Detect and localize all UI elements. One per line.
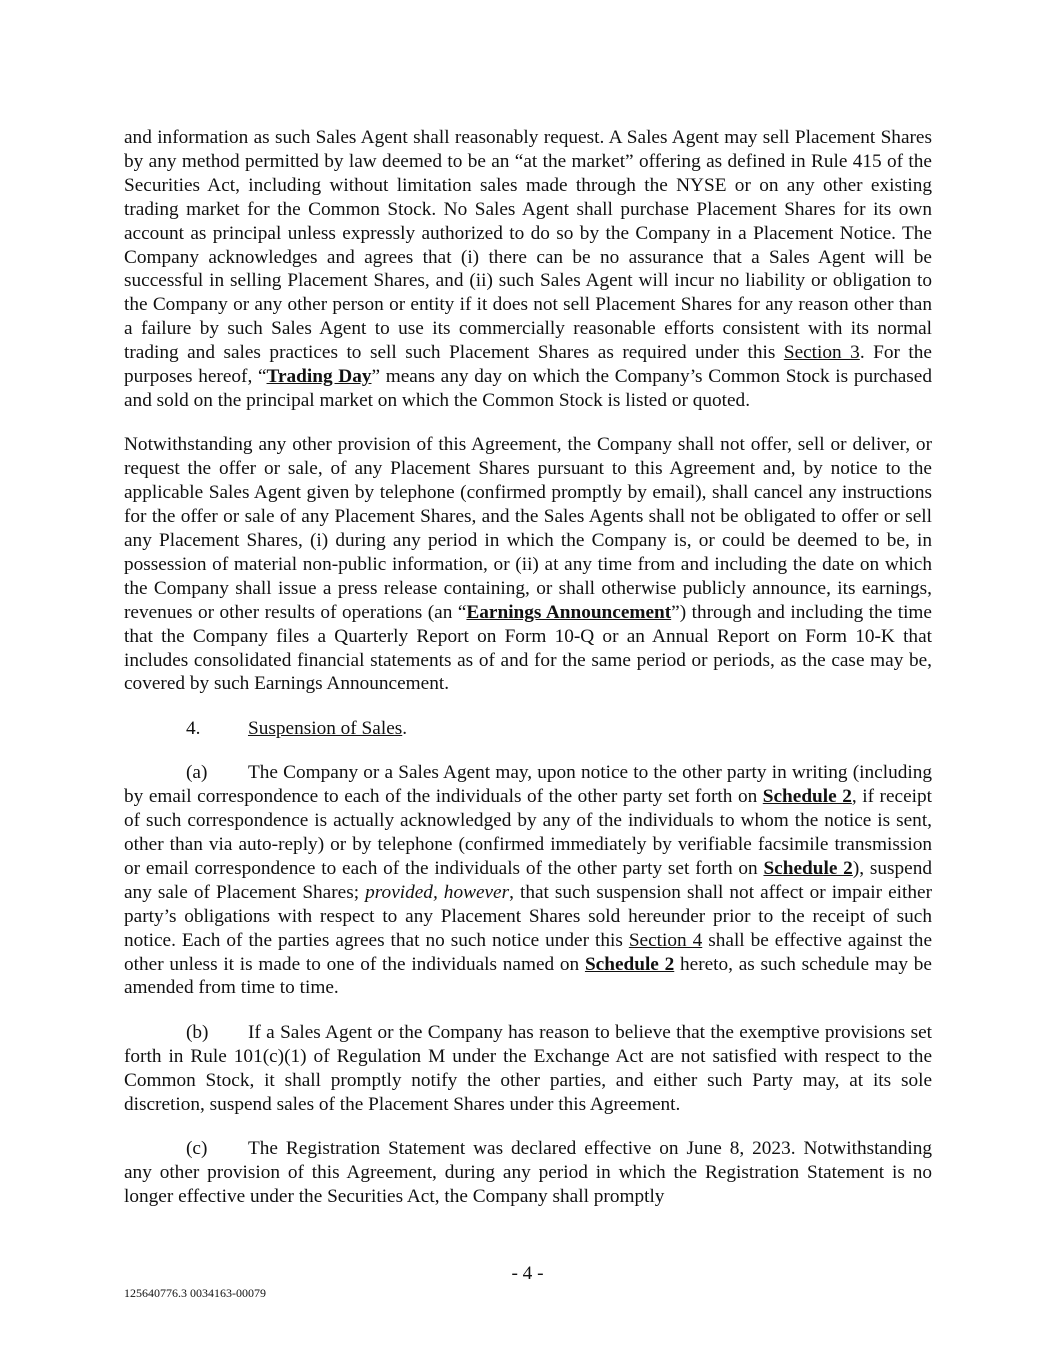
- text-run: shall be effective against the other unless it is made to one of the individuals named on: [124, 929, 932, 975]
- section-title-period: .: [402, 717, 408, 739]
- text-run: ”) through and including the time that the Company files a Quarterly Report on Form 10-Q or an Annual Report on Form 10-K that includes consolidated financial statements as of and for the same period or periods, as the case may be, covered by such Earnings Announcement.: [124, 601, 932, 695]
- defined-term-earnings-announcement: Earnings Announcement: [466, 601, 672, 623]
- page-number: - 4 -: [511, 1263, 544, 1284]
- text-run: , if receipt of such correspondence is actually acknowledged by any of the individuals to whom the notice is sent, other than via auto-reply) or by telephone (confirmed immediately by verifiable facsimile transmission or email correspondence to each of the individuals of the other party set forth on: [124, 786, 932, 879]
- text-run: ” means any day on which the Company’s Common Stock is purchased and sold on the principal market on which the Common Stock is listed or quoted.: [124, 366, 932, 411]
- text-run: ), suspend any sale of Placement Shares;: [124, 857, 932, 903]
- subsection-b: [124, 1021, 932, 1117]
- subsection-c: [124, 1137, 932, 1209]
- section-4-heading: [124, 717, 932, 741]
- section-number: 4.: [186, 717, 201, 739]
- subsection-label: (a): [186, 762, 208, 784]
- schedule-2-reference: Schedule 2: [763, 857, 853, 879]
- section-3-reference: Section 3: [783, 342, 860, 364]
- schedule-2-reference: Schedule 2: [762, 786, 852, 808]
- text-run: The Company or a Sales Agent may, upon notice to the other party in writing (including by email correspondence to each of the individuals of the other party set forth on: [124, 762, 932, 808]
- text-run: The Registration Statement was declared effective on June 8, 2023. Notwithstanding any other provision of this Agreement, during any period in which the Registration Statement is no longer effective under the Securities Act, the Company shall promptly: [124, 1137, 932, 1207]
- text-run: hereto, as such schedule may be amended from time to time.: [124, 953, 932, 999]
- paragraph-sales-method: [124, 126, 932, 413]
- subsection-label: (b): [186, 1021, 209, 1043]
- document-body: [124, 126, 932, 1209]
- section-4-reference: Section 4: [628, 929, 703, 951]
- section-title: Suspension of Sales: [248, 717, 403, 739]
- defined-term-trading-day: Trading Day: [266, 366, 372, 388]
- paragraph-notwithstanding: [124, 433, 932, 696]
- text-run: , that such suspension shall not affect or impair either party’s obligations with respect to any Placement Shares sold hereunder prior to the receipt of such notice. Each of the parties agrees that no such notice under this: [124, 881, 932, 951]
- text-run: If a Sales Agent or the Company has reason to believe that the exemptive provisions set forth in Rule 101(c)(1) of Regulation M under the Exchange Act are not satisfied with respect to the Common Stock, it shall promptly notify the other parties, and either such Party may, at its sole discretion, suspend sales of the Placement Shares under this Agreement.: [124, 1021, 932, 1115]
- subsection-label: (c): [186, 1137, 208, 1159]
- text-run: Notwithstanding any other provision of this Agreement, the Company shall not offer, sell or deliver, or request the offer or sale, of any Placement Shares pursuant to this Agreement and, by notice to the applicable Sales Agent given by telephone (confirmed promptly by email), shall cancel any instructions for the offer or sale of any Placement Shares, and the Sales Agents shall not be obligated to offer or sell any Placement Shares, (i) during any period in which the Company is, or could be deemed to be, in possession of material non-public information, or (ii) at any time from and including the date on which the Company shall issue a press release containing, or shall otherwise publicly announce, its earnings, revenues or other results of operations (an “: [124, 434, 932, 623]
- schedule-2-reference: Schedule 2: [584, 953, 675, 975]
- subsection-a: [124, 761, 932, 1000]
- text-run: . For the purposes hereof, “: [124, 342, 932, 388]
- proviso-text: provided, however: [365, 881, 510, 903]
- document-id: 125640776.3 0034163-00079: [124, 1286, 266, 1300]
- text-run: and information as such Sales Agent shall reasonably request. A Sales Agent may sell Placement Shares by any method permitted by law deemed to be an “at the market” offering as defined in Rule 415 of the Securities Act, including without limitation sales made through the NYSE or on any other existing trading market for the Common Stock. No Sales Agent shall purchase Placement Shares for its own account as principal unless expressly authorized to do so by the Company in a Placement Notice. The Company acknowledges and agrees that (i) there can be no assurance that a Sales Agent will be successful in selling Placement Shares, and (ii) such Sales Agent will incur no liability or obligation to the Company or any other person or entity if it does not sell Placement Shares for any reason other than a failure by such Sales Agent to use its commercially reasonable efforts consistent with its normal trading and sales practices to sell such Placement Shares as required under this: [124, 127, 932, 364]
